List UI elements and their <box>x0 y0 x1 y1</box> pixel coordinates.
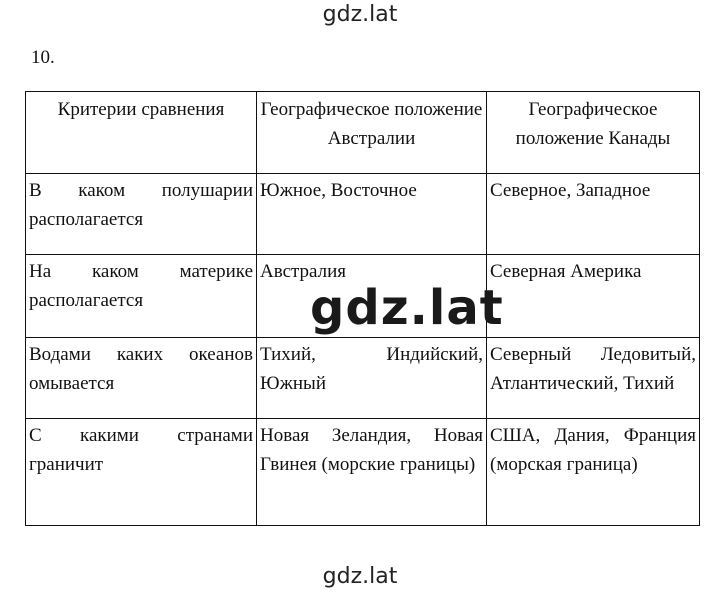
table-row <box>26 338 700 419</box>
task-number: 10. <box>31 47 55 68</box>
table-header-row <box>26 92 700 174</box>
header-australia: Географическое положение Австралии <box>257 92 487 174</box>
watermark-top: gdz.lat <box>322 2 398 27</box>
australia-cell: Новая Зеландия, Новая Гвинея (морские границы) <box>257 419 487 526</box>
canada-cell: Северная Америка <box>487 255 700 338</box>
australia-cell: Австралия <box>257 255 487 338</box>
criterion-cell: Водами каких океанов омывается <box>26 338 257 419</box>
canada-cell: США, Дания, Франция (морская граница) <box>487 419 700 526</box>
australia-cell: Тихий, Индийский, Южный <box>257 338 487 419</box>
watermark-middle: gdz.lat <box>310 280 504 336</box>
canada-cell: Северный Ледовитый, Атлантический, Тихий <box>487 338 700 419</box>
watermark-bottom: gdz.lat <box>322 564 398 589</box>
criterion-cell: На каком материке располагается <box>26 255 257 338</box>
canada-cell: Северное, Западное <box>487 174 700 255</box>
australia-cell: Южное, Восточное <box>257 174 487 255</box>
criterion-cell: В каком полушарии располагается <box>26 174 257 255</box>
criterion-cell: С какими странами граничит <box>26 419 257 526</box>
table-row <box>26 419 700 526</box>
header-canada: Географическое положение Канады <box>487 92 700 174</box>
table-row <box>26 174 700 255</box>
header-criteria: Критерии сравнения <box>26 92 257 174</box>
